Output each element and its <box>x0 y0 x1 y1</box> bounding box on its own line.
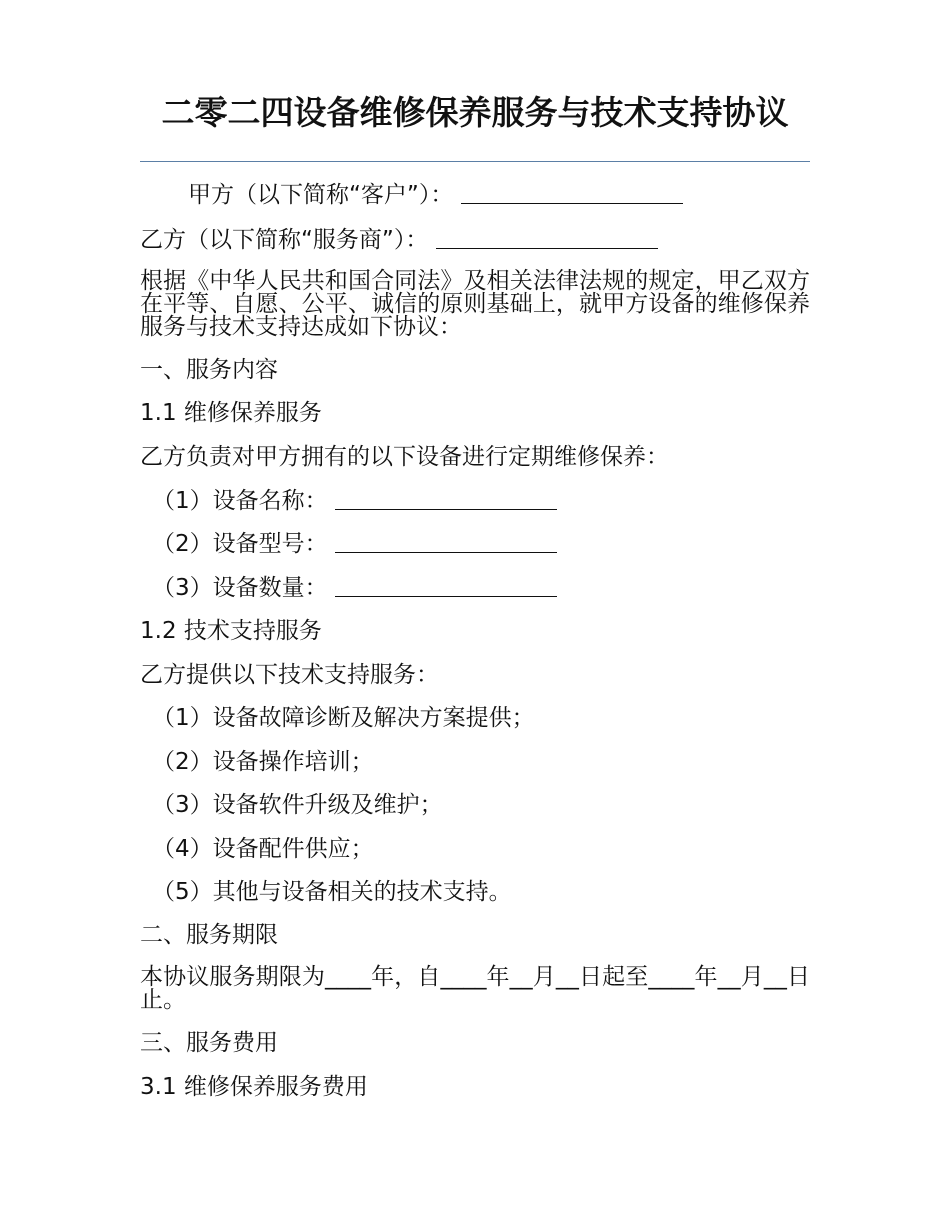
device-name-line <box>152 487 557 515</box>
party-b-line <box>140 226 658 254</box>
section-2-heading: 二、服务期限 <box>140 922 278 948</box>
party-b-blank <box>436 228 658 249</box>
party-b-label: 乙方（以下简称“服务商”）： <box>140 227 429 253</box>
support-item: （5）其他与设备相关的技术支持。 <box>152 879 512 905</box>
device-model-label: （2）设备型号： <box>152 531 328 557</box>
section-3-heading: 三、服务费用 <box>140 1030 278 1056</box>
device-quantity-line <box>152 574 557 602</box>
support-item: （4）设备配件供应； <box>152 836 374 862</box>
party-a-blank <box>461 183 683 204</box>
party-a-line <box>188 181 683 209</box>
device-model-line <box>152 530 557 558</box>
section-1-1-intro: 乙方负责对甲方拥有的以下设备进行定期维修保养： <box>140 444 669 470</box>
support-item: （3）设备软件升级及维护； <box>152 792 443 818</box>
section-1-2-intro: 乙方提供以下技术支持服务： <box>140 662 439 688</box>
preamble-paragraph: 根据《中华人民共和国合同法》及相关法律法规的规定，甲乙双方在平等、自愿、公平、诚信的原则基础上，就甲方设备的维修保养服务与技术支持达成如下协议： <box>140 268 810 340</box>
device-name-blank <box>335 489 557 510</box>
device-quantity-blank <box>335 576 557 597</box>
device-name-label: （1）设备名称： <box>152 488 328 514</box>
device-model-blank <box>335 532 557 553</box>
term-paragraph: 本协议服务期限为____年，自____年__月__日起至____年__月__日止。 <box>140 964 810 1013</box>
device-quantity-label: （3）设备数量： <box>152 575 328 601</box>
section-3-1-heading: 3.1 维修保养服务费用 <box>140 1074 368 1100</box>
support-item: （1）设备故障诊断及解决方案提供； <box>152 705 535 731</box>
party-a-label: 甲方（以下简称“客户”）： <box>188 182 454 208</box>
section-1-2-heading: 1.2 技术支持服务 <box>140 618 322 644</box>
title-underline <box>140 161 810 162</box>
section-1-heading: 一、服务内容 <box>140 357 278 383</box>
support-item: （2）设备操作培训； <box>152 749 374 775</box>
section-1-1-heading: 1.1 维修保养服务 <box>140 400 322 426</box>
document-title: 二零二四设备维修保养服务与技术支持协议 <box>161 93 789 132</box>
